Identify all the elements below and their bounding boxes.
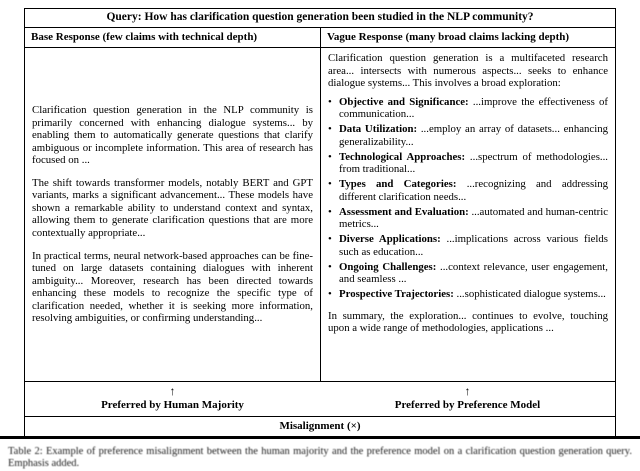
- bullet-text: ...spectrum of methodologies... from traditional...: [339, 150, 609, 176]
- bullet-marker: •: [328, 178, 332, 191]
- column-header-vague: Vague Response (many broad claims lacking depth): [320, 28, 615, 47]
- column-header-row: [25, 28, 615, 48]
- bottom-rule: [0, 436, 640, 439]
- bullet-text: ...improve the effectiveness of communication...: [339, 95, 609, 121]
- base-response-cell: [25, 48, 320, 381]
- bullet-marker: •: [328, 233, 332, 246]
- table-caption: Table 2: Example of preference misalignment between the human majority and the preference model on a clarification question generation query. Emphasis added.: [8, 445, 632, 470]
- bullet-marker: •: [328, 260, 332, 273]
- misalignment-row: Misalignment (×): [279, 420, 361, 433]
- bullet-item: [328, 178, 608, 203]
- column-header-base: Base Response (few claims with technical depth): [31, 30, 258, 43]
- bullet-label: Technological Approaches:: [339, 150, 466, 163]
- bullet-item: [328, 261, 608, 286]
- query-header: Query: How has clarification question generation been studied in the NLP community?: [25, 9, 615, 28]
- bullet-list: [328, 96, 608, 301]
- up-arrow-icon: ↑: [464, 383, 471, 398]
- bullet-item: [328, 151, 608, 176]
- bullet-item: [328, 96, 608, 121]
- vague-intro-paragraph: Clarification question generation is a multifaceted research area... intersects with numerous aspects... seeks to enhance dialogue systems... This involves a broad exploration:: [328, 51, 608, 90]
- bullet-item: [328, 123, 608, 148]
- bullet-text: ...context relevance, user engagement, and seamless ...: [339, 260, 608, 286]
- preference-label-human: Preferred by Human Majority: [101, 398, 244, 411]
- bullet-text: ...employ an array of datasets... enhancing generalizability...: [339, 123, 608, 148]
- base-paragraph-1: Clarification question generation in the NLP community is primarily concerned with enhancing dialogue systems... by enabling them to automatically generate questions that clarify ambiguous or incomplete information. This area of research has focused on ...: [32, 104, 313, 167]
- preference-label-model: Preferred by Preference Model: [394, 398, 541, 411]
- bullet-text: ...automated and human-centric metrics...: [339, 205, 608, 231]
- bullet-item: [328, 233, 608, 258]
- bullet-item: [328, 206, 608, 231]
- bullet-label: Ongoing Challenges:: [339, 260, 437, 273]
- bullet-text: ...implications across various fields such as education...: [339, 233, 608, 258]
- base-paragraph-2: The shift towards transformer models, notably BERT and GPT variants, marks a significant advancement... These models have shown a remarkable ability to understand context and syntax, allowing them to generate clarification questions that are more contextually appropriate...: [32, 176, 313, 239]
- bullet-marker: •: [328, 288, 332, 301]
- up-arrow-icon: ↑: [169, 383, 176, 398]
- bullet-marker: •: [328, 205, 332, 218]
- bullet-marker: •: [328, 95, 332, 108]
- bullet-label: Types and Categories:: [339, 178, 457, 191]
- bullet-marker: •: [328, 150, 332, 163]
- comparison-table: [24, 8, 616, 436]
- bullet-label: Assessment and Evaluation:: [339, 205, 469, 218]
- bullet-item: [328, 288, 608, 301]
- vague-response-cell: [320, 48, 615, 381]
- vague-summary-paragraph: In summary, the exploration... continues to evolve, touching upon a wide range of methodologies, applications ...: [328, 309, 608, 335]
- base-paragraph-3: In practical terms, neural network-based approaches can be fine-tuned on large datasets containing dialogues with inherent ambiguity... Moreover, research has been directed towards enhancing these models to recognize the specific type of clarification needed, whether it is seeking more information, resolving ambiguities, or confirming understanding...: [32, 249, 313, 325]
- bullet-label: Objective and Significance:: [339, 95, 469, 108]
- bullet-label: Data Utilization:: [339, 123, 418, 136]
- bullet-text: ...sophisticated dialogue systems...: [453, 288, 606, 301]
- preference-arrow-row: [25, 382, 615, 398]
- preference-label-row: [25, 398, 615, 417]
- bullet-label: Diverse Applications:: [339, 233, 441, 246]
- bullet-label: Prospective Trajectories:: [339, 288, 454, 301]
- bullet-text: ...recognizing and addressing different clarification needs...: [339, 178, 608, 203]
- response-body-row: [25, 48, 615, 382]
- bullet-marker: •: [328, 123, 332, 136]
